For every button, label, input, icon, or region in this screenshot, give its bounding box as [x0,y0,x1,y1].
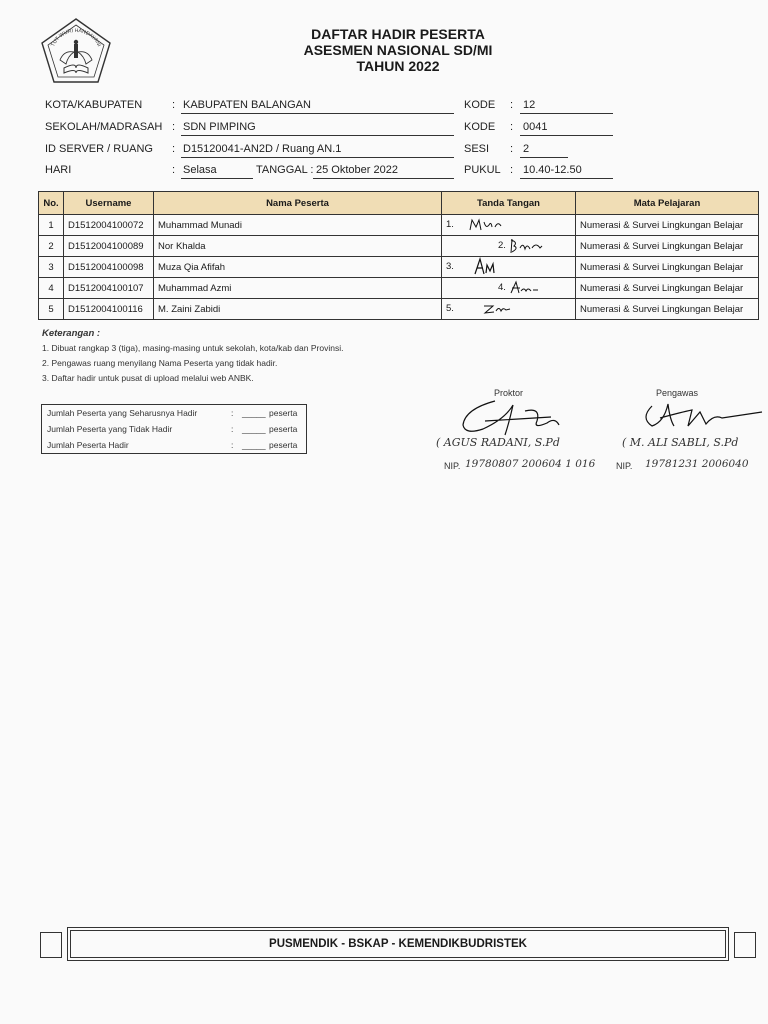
pengawas-nip: 19781231 2006040 [645,458,749,470]
pengawas-nip-label: NIP. [616,461,633,471]
kode-value: 12 [523,99,536,111]
sekolah-label: SEKOLAH/MADRASAH [45,121,163,133]
notes-heading: Keterangan : [42,328,101,339]
signature-number: 4. [498,282,506,293]
signature-block [0,0,768,480]
header-no: No. [39,192,64,215]
summary-label: Jumlah Peserta Hadir [47,440,129,450]
proktor-title: Proktor [494,388,524,398]
row-nama: M. Zaini Zabidi [154,299,442,320]
pengawas-name: ( M. ALI SABLI, S.Pd [622,436,739,449]
proktor-name: ( AGUS RADANI, S.Pd [436,436,560,449]
signature-number: 1. [446,219,454,230]
kota-value: KABUPATEN BALANGAN [183,99,311,111]
summary-unit: peserta [269,408,298,418]
title-line-1: DAFTAR HADIR PESERTA [311,26,485,42]
summary-colon: : [231,408,234,418]
pukul-label: PUKUL [464,164,501,176]
signature-number: 2. [498,240,506,251]
proktor-nip: 19780807 200604 1 016 [465,458,596,470]
signature-number: 5. [446,303,454,314]
colon: : [510,164,514,176]
row-no: 2 [39,236,64,257]
header-username: Username [64,192,154,215]
hari-label: HARI [45,164,72,176]
header-nama-peserta: Nama Peserta [154,192,442,215]
summary-label: Jumlah Peserta yang Seharusnya Hadir [47,408,198,418]
row-username: D1512004100098 [64,257,154,278]
summary-label: Jumlah Peserta yang Tidak Hadir [47,424,173,434]
note-item: 1. Dibuat rangkap 3 (tiga), masing-masing untuk sekolah, kota/kab dan Provinsi. [42,343,344,353]
pukul-value: 10.40-12.50 [523,164,582,176]
hari-value: Selasa [183,164,217,176]
row-nama: Muhammad Azmi [154,278,442,299]
sekolah-value: SDN PIMPING [183,121,256,133]
corner-box-right [734,932,756,958]
corner-box-left [40,932,62,958]
row-mata-pelajaran: Numerasi & Survei Lingkungan Belajar [576,257,759,278]
sesi-label: SESI [464,143,490,155]
note-item: 3. Daftar hadir untuk pusat di upload melalui web ANBK. [42,373,254,383]
row-username: D1512004100089 [64,236,154,257]
row-nama: Muhammad Munadi [154,215,442,236]
summary-blank: _____ [242,440,266,450]
server-label: ID SERVER / RUANG [45,143,153,155]
title-line-2: ASESMEN NASIONAL SD/MI [303,42,493,58]
logo-text: TUT WURI HANDAYANI [50,27,102,48]
row-mata-pelajaran: Numerasi & Survei Lingkungan Belajar [576,236,759,257]
footer-banner: PUSMENDIK - BSKAP - KEMENDIKBUDRISTEK [70,930,726,958]
row-mata-pelajaran: Numerasi & Survei Lingkungan Belajar [576,299,759,320]
kode-label: KODE [464,99,496,111]
row-no: 1 [39,215,64,236]
note-item: 2. Pengawas ruang menyilang Nama Peserta yang tidak hadir. [42,358,278,368]
summary-colon: : [231,424,234,434]
row-username: D1512004100072 [64,215,154,236]
row-no: 4 [39,278,64,299]
colon: : [172,164,176,176]
row-username: D1512004100107 [64,278,154,299]
colon: : [172,99,176,111]
summary-unit: peserta [269,424,298,434]
signature-number: 3. [446,261,454,272]
header-mata-pelajaran: Mata Pelajaran [576,192,759,215]
summary-blank: _____ [242,408,266,418]
pengawas-signature [622,396,768,436]
header-tanda-tangan: Tanda Tangan [442,192,576,215]
server-value: D15120041-AN2D / Ruang AN.1 [183,143,342,155]
kota-label: KOTA/KABUPATEN [45,99,143,111]
row-username: D1512004100116 [64,299,154,320]
kode-label: KODE [464,121,496,133]
tanggal-value: 25 Oktober 2022 [316,164,398,176]
colon: : [172,143,176,155]
row-mata-pelajaran: Numerasi & Survei Lingkungan Belajar [576,278,759,299]
row-nama: Muza Qia Afifah [154,257,442,278]
summary-unit: peserta [269,440,298,450]
sesi-value: 2 [523,143,530,155]
title-line-3: TAHUN 2022 [356,58,440,74]
row-mata-pelajaran: Numerasi & Survei Lingkungan Belajar [576,215,759,236]
kode-value: 0041 [523,121,548,133]
row-no: 3 [39,257,64,278]
colon: : [510,121,514,133]
summary-colon: : [231,440,234,450]
colon: : [510,99,514,111]
proktor-nip-label: NIP. [444,461,461,471]
summary-blank: _____ [242,424,266,434]
colon: : [172,121,176,133]
row-nama: Nor Khalda [154,236,442,257]
row-no: 5 [39,299,64,320]
tanggal-label: TANGGAL : [256,164,314,176]
pengawas-title: Pengawas [656,388,699,398]
colon: : [510,143,514,155]
